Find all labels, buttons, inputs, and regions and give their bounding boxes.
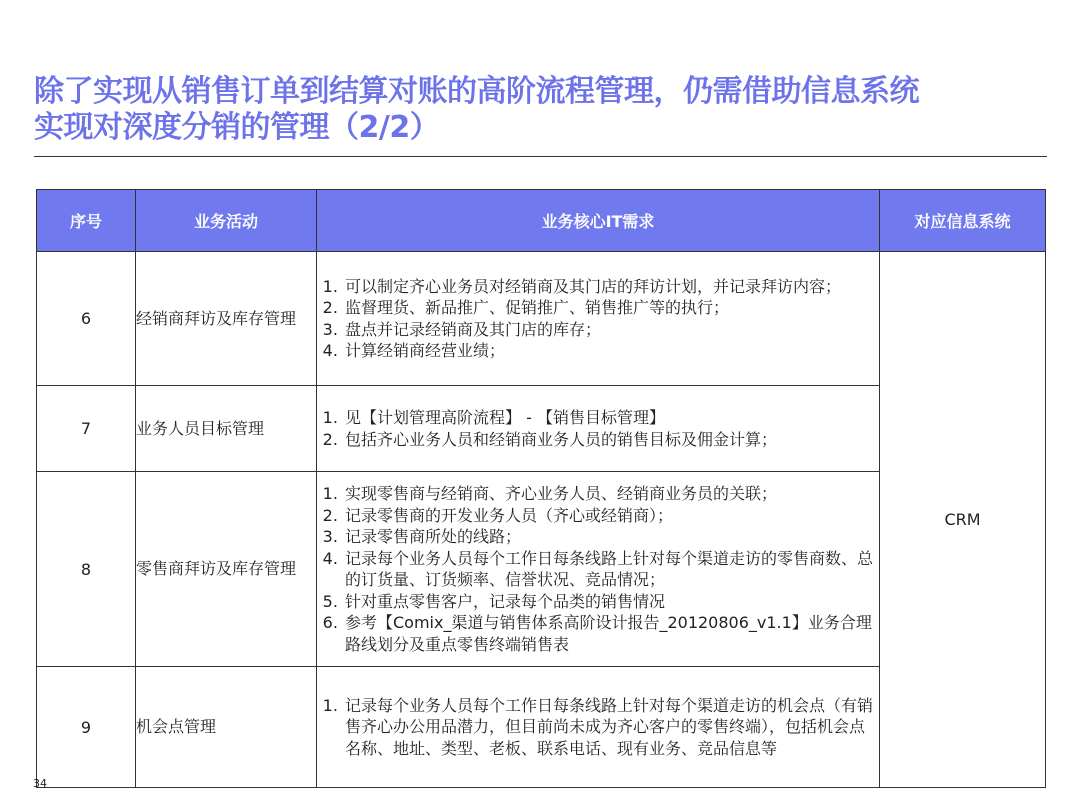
row-requirements — [317, 472, 880, 667]
system-cell: CRM — [880, 252, 1046, 788]
requirement-item: 6. 参考【Comix_渠道与销售体系高阶设计报告_20120806_v1.1】业务合理路线划分及重点零售终端销售表 — [343, 612, 879, 655]
requirement-item: 1. 见【计划管理高阶流程】 - 【销售目标管理】 — [343, 407, 879, 429]
requirement-item: 1. 记录每个业务人员每个工作日每条线路上针对每个渠道走访的机会点（有销售齐心办公用品潜力，但目前尚未成为齐心客户的零售终端），包括机会点名称、地址、类型、老板、联系电话、现有业务、竞品信息等 — [343, 695, 879, 760]
row-requirements — [317, 667, 880, 788]
requirement-item: 3. 记录零售商所处的线路； — [343, 526, 879, 548]
header-system: 对应信息系统 — [880, 190, 1046, 252]
page-title-line-1: 除了实现从销售订单到结算对账的高阶流程管理，仍需借助信息系统 — [34, 74, 919, 109]
row-number: 8 — [37, 472, 136, 667]
row-activity: 零售商拜访及库存管理 — [136, 472, 317, 667]
header-requirements: 业务核心IT需求 — [317, 190, 880, 252]
header-activity: 业务活动 — [136, 190, 317, 252]
requirements-list — [317, 407, 879, 450]
row-number: 9 — [37, 667, 136, 788]
table-row — [37, 252, 1046, 386]
row-requirements — [317, 386, 880, 472]
requirements-list — [317, 276, 879, 362]
requirements-table — [36, 189, 1046, 788]
row-number: 6 — [37, 252, 136, 386]
table-header-row — [37, 190, 1046, 252]
row-activity: 业务人员目标管理 — [136, 386, 317, 472]
header-no: 序号 — [37, 190, 136, 252]
requirements-list — [317, 695, 879, 760]
requirement-item: 1. 可以制定齐心业务员对经销商及其门店的拜访计划，并记录拜访内容； — [343, 276, 879, 298]
page-title-line-2: 实现对深度分销的管理（2/2） — [34, 110, 440, 145]
row-requirements — [317, 252, 880, 386]
page-number: 34 — [33, 777, 47, 790]
requirements-list — [317, 483, 879, 655]
row-activity: 机会点管理 — [136, 667, 317, 788]
requirement-item: 4. 计算经销商经营业绩； — [343, 340, 879, 362]
requirement-item: 2. 记录零售商的开发业务人员（齐心或经销商）； — [343, 505, 879, 527]
requirement-item: 1. 实现零售商与经销商、齐心业务人员、经销商业务员的关联； — [343, 483, 879, 505]
row-number: 7 — [37, 386, 136, 472]
requirement-item: 2. 监督理货、新品推广、促销推广、销售推广等的执行； — [343, 297, 879, 319]
requirement-item: 4. 记录每个业务人员每个工作日每条线路上针对每个渠道走访的零售商数、总的订货量、订货频率、信誉状况、竞品情况； — [343, 548, 879, 591]
requirement-item: 2. 包括齐心业务人员和经销商业务人员的销售目标及佣金计算； — [343, 429, 879, 451]
requirement-item: 5. 针对重点零售客户，记录每个品类的销售情况 — [343, 591, 879, 613]
row-activity: 经销商拜访及库存管理 — [136, 252, 317, 386]
page-title — [34, 74, 1054, 146]
title-divider — [34, 156, 1047, 157]
requirement-item: 3. 盘点并记录经销商及其门店的库存； — [343, 319, 879, 341]
